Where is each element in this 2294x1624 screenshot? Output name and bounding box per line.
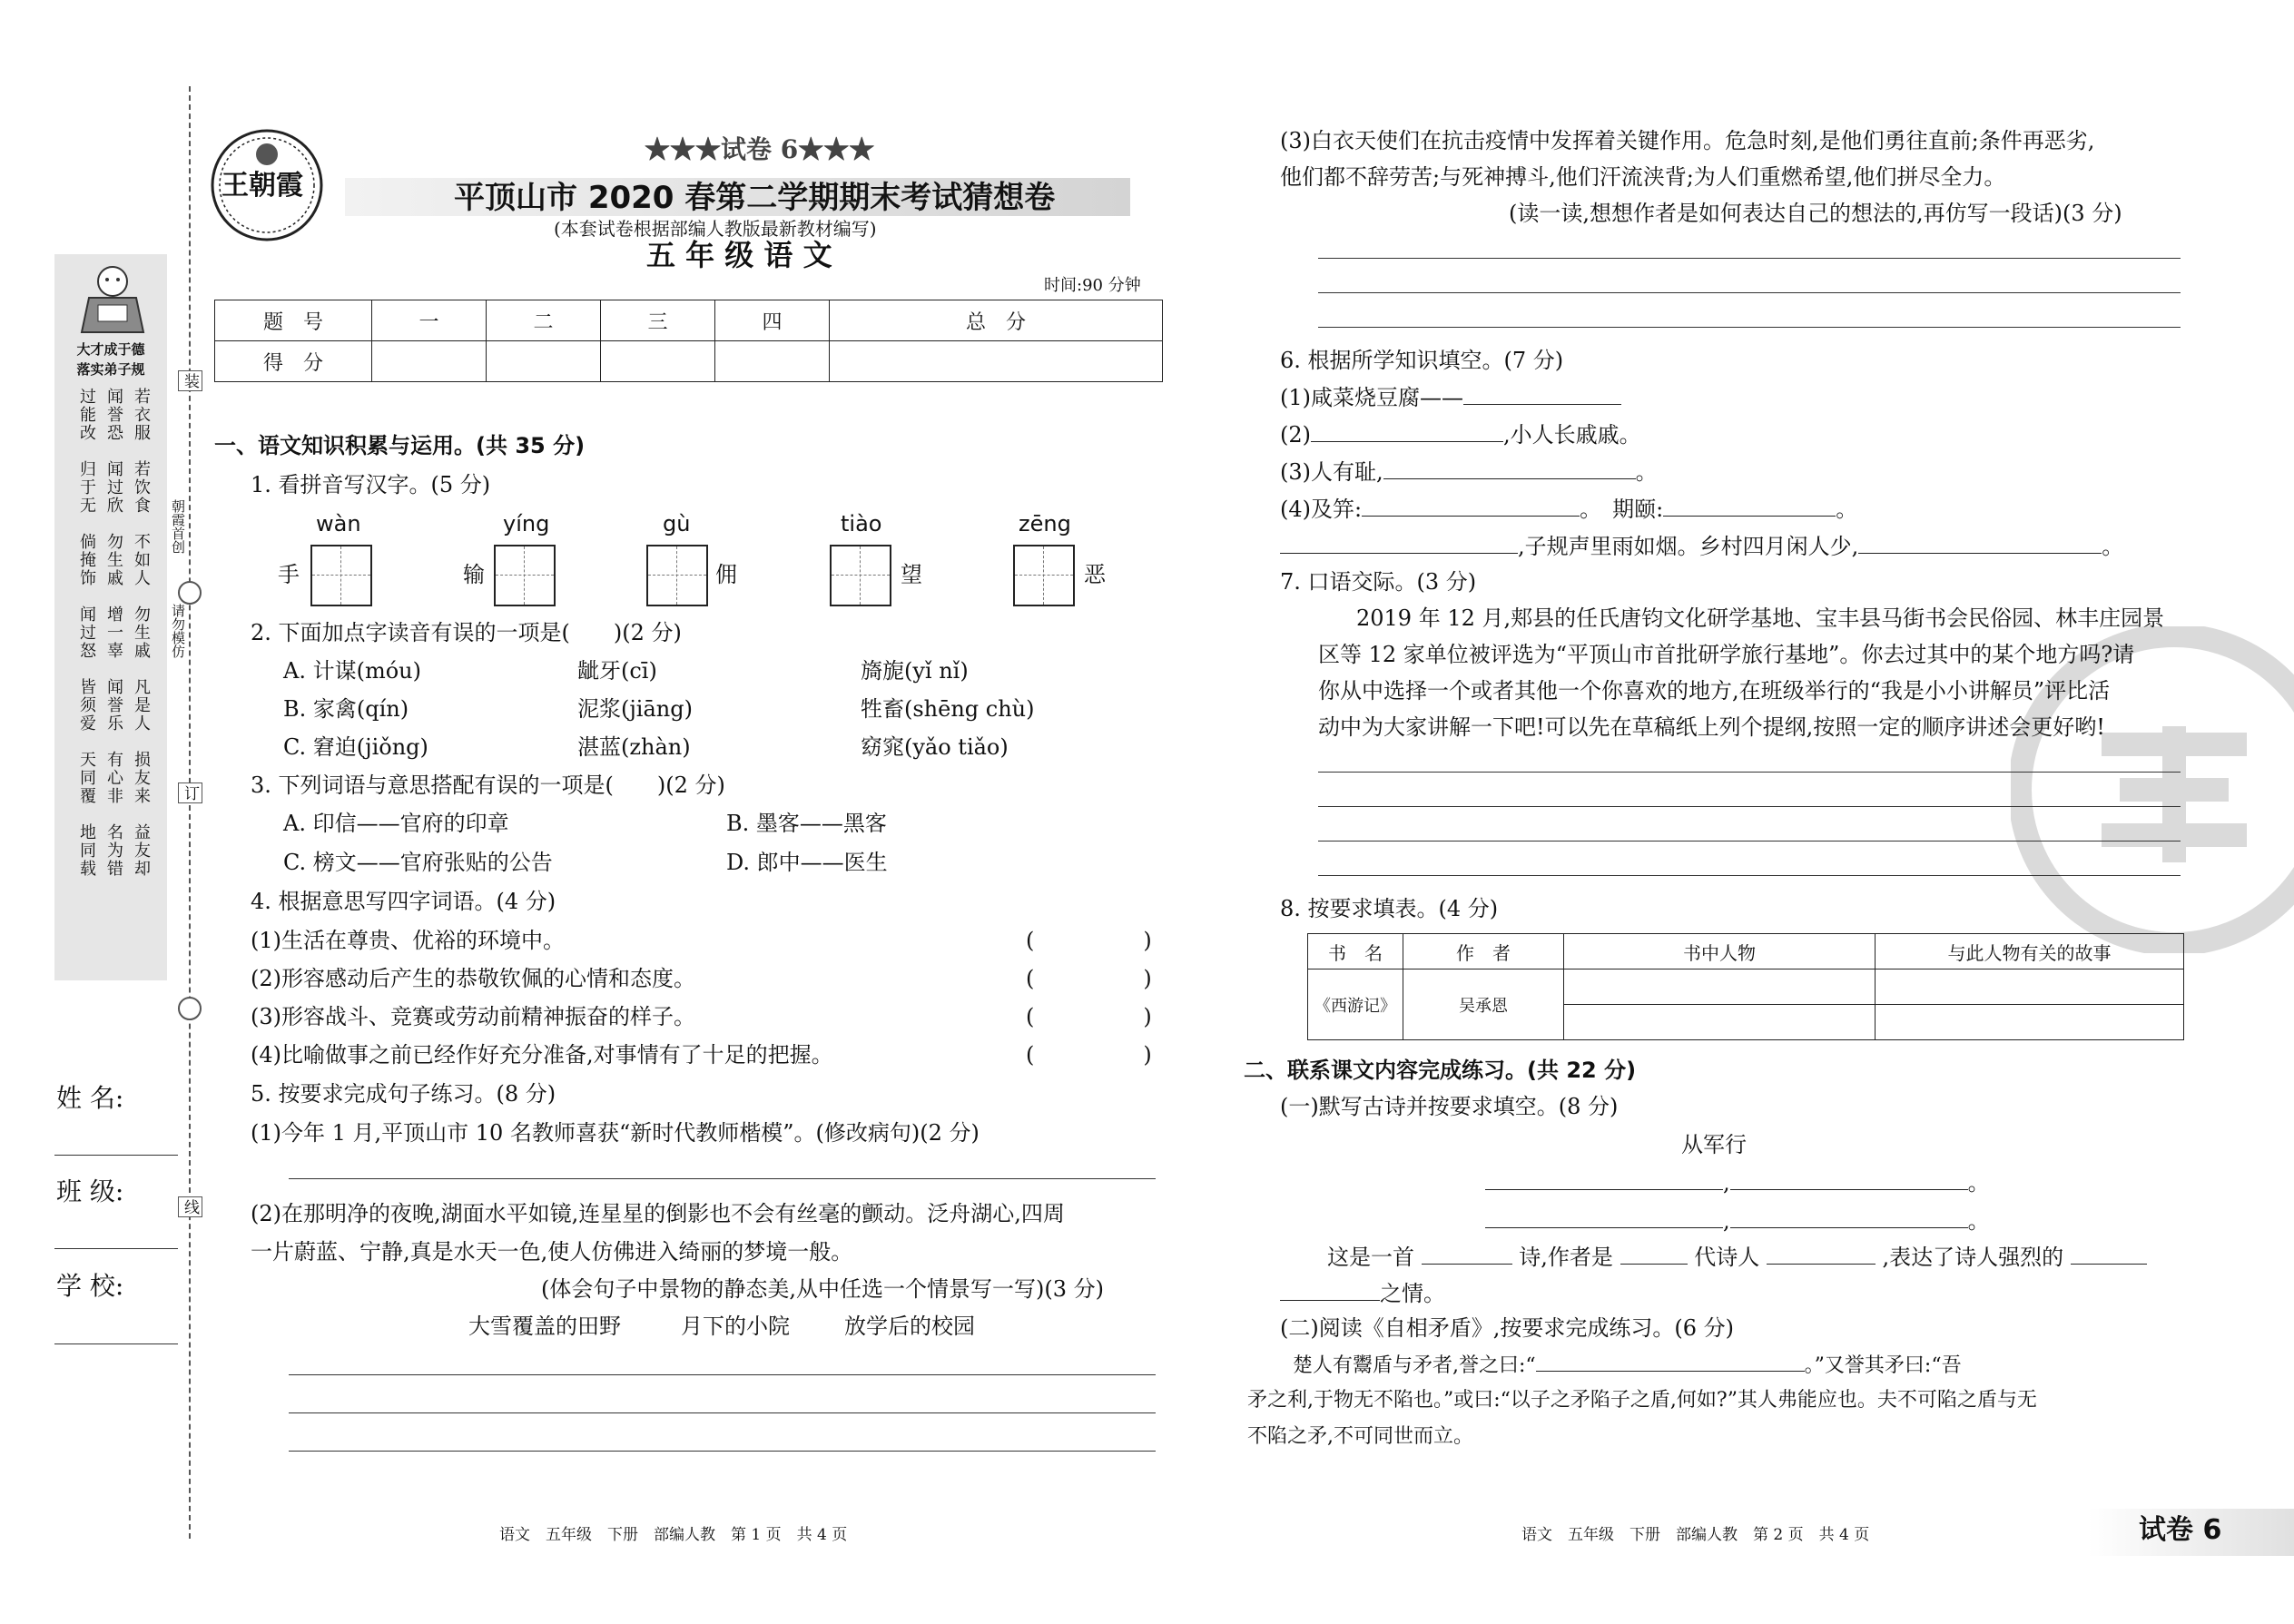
poem-fill-blank[interactable]	[1620, 1244, 1688, 1265]
rule-text: 皆须爱	[77, 678, 96, 733]
hanzi-box[interactable]	[830, 545, 891, 606]
rule-text: 归于无	[77, 460, 96, 515]
q6-text: 。	[1836, 497, 1858, 522]
q7-paragraph: 动中为大家讲解一下吧!可以先在草稿纸上列个提纲,按照一定的顺序讲述会更好哟!	[1318, 714, 2105, 740]
poem-fill-text: 之情。	[1380, 1281, 1445, 1306]
poem-fill-text: 这是一首	[1327, 1245, 1414, 1270]
hanzi-box[interactable]	[646, 545, 708, 606]
answer-line[interactable]	[289, 1374, 1156, 1375]
q6-text: (3)人有耻,	[1280, 459, 1383, 485]
q7-title: 7. 口语交际。(3 分)	[1280, 569, 1477, 595]
answer-line[interactable]	[1318, 258, 2181, 259]
rule-text: 地同载	[77, 823, 96, 878]
classical-text-line	[1293, 1351, 1962, 1380]
book-cell[interactable]	[1564, 969, 1876, 1005]
score-header: 总 分	[830, 300, 1163, 341]
rule-text: 若衣服	[132, 388, 151, 442]
q1-char-after: 恶	[1084, 562, 1106, 587]
footer-right: 语文 五年级 下册 部编人教 第 2 页 共 4 页	[1521, 1526, 1870, 1544]
q5-sentence-3: 他们都不辞劳苦;与死神搏斗,他们汗流浃背;为人们重燃希望,他们拼尽全力。	[1280, 164, 2006, 190]
q2-title: 2. 下面加点字读音有误的一项是( )(2 分)	[251, 620, 682, 645]
brand-logo-text: 王朝霞	[222, 170, 303, 202]
rule-text: 名为错	[104, 823, 123, 878]
poem-blank[interactable]	[1730, 1169, 1968, 1190]
q5-choice: 放学后的校园	[844, 1314, 975, 1339]
rule-text: 倘掩饰	[77, 533, 96, 587]
binding-note-xian: 线	[178, 1196, 202, 1217]
pinyin-label: tiào	[841, 511, 882, 536]
q7-paragraph: 2019 年 12 月,郏县的任氏唐钧文化研学基地、宝丰县马街书会民俗园、林丰庄园景	[1356, 605, 2165, 631]
q3-option[interactable]: C. 榜文——官府张贴的公告	[283, 850, 553, 875]
q1-char-after: 望	[901, 562, 922, 587]
poem-fill-blank[interactable]	[1422, 1244, 1512, 1265]
binding-note-1: 朝霞首创	[170, 499, 186, 554]
poem-fill-line	[1327, 1244, 2147, 1271]
section2-heading: 二、联系课文内容完成练习。(共 22 分)	[1244, 1058, 1637, 1083]
book-cell[interactable]	[1876, 969, 2184, 1005]
q6-text: 。 期颐:	[1580, 497, 1664, 522]
q6-line-3	[1280, 458, 1658, 486]
poem-title: 从军行	[1681, 1132, 1747, 1157]
q5-sentence-2: (2)在那明净的夜晚,湖面水平如镜,连星星的倒影也不会有丝毫的颤动。泛舟湖心,四周	[251, 1201, 1065, 1226]
score-cell[interactable]	[487, 341, 601, 382]
rule-text: 不如人	[132, 533, 151, 587]
s2-part2-title: (二)阅读《自相矛盾》,按要求完成练习。(6 分)	[1280, 1315, 1734, 1341]
grade-subject: 五 年 级 语 文	[646, 238, 832, 272]
q6-blank[interactable]	[1858, 533, 2102, 554]
answer-line[interactable]	[289, 1412, 1156, 1413]
score-header: 一	[372, 300, 487, 341]
q4-item: (2)形容感动后产生的恭敬钦佩的心情和态度。	[251, 966, 695, 991]
poem-punct: 。	[1967, 1208, 1990, 1234]
q4-item: (4)比喻做事之前已经作好充分准备,对事情有了十足的把握。	[251, 1042, 833, 1068]
poem-fill-blank[interactable]	[1767, 1244, 1876, 1265]
classical-text: 不陷之矛,不可同世而立。	[1247, 1425, 1473, 1448]
watermark-seal-icon	[2011, 626, 2294, 953]
hanzi-box[interactable]	[310, 545, 372, 606]
mascot-icon	[71, 261, 154, 338]
poem-punct: 。	[1967, 1170, 1990, 1196]
hanzi-box[interactable]	[1013, 545, 1075, 606]
q1-title: 1. 看拼音写汉字。(5 分)	[251, 472, 491, 497]
q6-text: (4)及笄:	[1280, 497, 1363, 522]
poem-fill-line-2	[1280, 1280, 1445, 1307]
score-cell[interactable]	[601, 341, 715, 382]
q6-blank[interactable]	[1663, 496, 1836, 517]
score-label: 得 分	[215, 341, 372, 382]
q4-item: (3)形容战斗、竞赛或劳动前精神振奋的样子。	[251, 1004, 695, 1029]
rule-text: 过能改	[77, 388, 96, 442]
score-table	[214, 300, 1163, 382]
score-cell[interactable]	[715, 341, 830, 382]
poem-line	[1485, 1207, 1990, 1235]
rule-text: 闻誉恐	[104, 388, 123, 442]
q2-option[interactable]: B. 家禽(qín)	[283, 696, 409, 722]
score-cell[interactable]	[372, 341, 487, 382]
q3-option[interactable]: A. 印信——官府的印章	[283, 811, 509, 836]
classical-blank[interactable]	[1536, 1351, 1805, 1372]
q5-sentence-3: (3)白衣天使们在抗击疫情中发挥着关键作用。危急时刻,是他们勇往直前;条件再恶劣,	[1280, 128, 2095, 153]
rule-text: 闻过欣	[104, 460, 123, 515]
q5-choice: 月下的小院	[681, 1314, 790, 1339]
poem-fill-blank[interactable]	[2071, 1244, 2147, 1265]
answer-line[interactable]	[1318, 875, 2181, 876]
q5-instruction: (体会句子中景物的静态美,从中任选一个情景写一写)(3 分)	[541, 1276, 1104, 1302]
binding-note-zhuang: 装	[178, 370, 202, 391]
poem-blank[interactable]	[1730, 1207, 1968, 1228]
s2-part1-title: (一)默写古诗并按要求填空。(8 分)	[1280, 1094, 1619, 1119]
classical-text: 楚人有鬻盾与矛者,誉之曰:“	[1293, 1354, 1536, 1377]
book-name: 《西游记》	[1308, 969, 1403, 1040]
q4-item: (1)生活在尊贵、优裕的环境中。	[251, 928, 565, 953]
book-cell[interactable]	[1564, 1005, 1876, 1040]
answer-line[interactable]	[289, 1451, 1156, 1452]
q6-text: ,子规声里雨如烟。乡村四月闲人少,	[1518, 534, 1859, 559]
score-header: 四	[715, 300, 830, 341]
q7-paragraph: 区等 12 家单位被评选为“平顶山市首批研学旅行基地”。你去过其中的某个地方吗?请	[1318, 642, 2135, 667]
q5-title: 5. 按要求完成句子练习。(8 分)	[251, 1081, 556, 1107]
sidebar-rules	[69, 386, 160, 967]
q3-title: 3. 下列词语与意思搭配有误的一项是( )(2 分)	[251, 773, 725, 798]
q8-title: 8. 按要求填表。(4 分)	[1280, 896, 1499, 921]
q4-answer[interactable]: ( )	[1026, 1004, 1152, 1029]
rule-text: 闻过怒	[77, 605, 96, 660]
score-header: 三	[601, 300, 715, 341]
footer-left: 语文 五年级 下册 部编人教 第 1 页 共 4 页	[499, 1526, 848, 1544]
q2-option[interactable]: C. 窘迫(jiǒng)	[283, 734, 428, 760]
pinyin-label: yíng	[503, 511, 550, 536]
q4-answer[interactable]: ( )	[1026, 1042, 1152, 1068]
rule-text: 勿生戚	[132, 605, 151, 660]
q5-instruction: (读一读,想想作者是如何表达自己的想法的,再仿写一段话)(3 分)	[1509, 201, 2122, 226]
q4-answer[interactable]: ( )	[1026, 966, 1152, 991]
q6-blank[interactable]	[1362, 496, 1580, 517]
exam-title: 平顶山市 2020 春第二学期期末考试猜想卷	[454, 180, 1056, 216]
q6-text: 。	[2102, 534, 2124, 559]
q6-line-4	[1280, 496, 1857, 523]
poem-fill-blank[interactable]	[1280, 1280, 1380, 1301]
q6-blank[interactable]	[1383, 458, 1636, 479]
book-author: 吴承恩	[1403, 969, 1564, 1040]
rule-text: 天同覆	[77, 751, 96, 805]
q5-sentence-2: 一片蔚蓝、宁静,真是水天一色,使人仿佛进入绮丽的梦境一般。	[251, 1239, 853, 1265]
binding-note-ding: 订	[178, 782, 202, 803]
binding-dotted-line	[189, 86, 191, 1539]
binding-hole-icon	[178, 997, 202, 1020]
q2-option: 旖旎(yǐ nǐ)	[861, 658, 969, 684]
q3-option[interactable]: B. 墨客——黑客	[726, 811, 887, 836]
answer-line[interactable]	[1318, 772, 2181, 773]
class-label: 班 级:	[56, 1176, 124, 1206]
poem-punct: ,	[1723, 1170, 1730, 1196]
class-field[interactable]	[54, 1248, 178, 1249]
q4-title: 4. 根据意思写四字词语。(4 分)	[251, 889, 556, 914]
school-label: 学 校:	[56, 1271, 124, 1301]
q1-char-after: 佣	[715, 562, 737, 587]
q1-char-before: 输	[463, 562, 485, 587]
book-table-header: 书中人物	[1564, 934, 1876, 969]
rule-text: 凡是人	[132, 678, 151, 733]
rule-text: 损友来	[132, 751, 151, 805]
poem-fill-text: 代诗人	[1694, 1245, 1760, 1270]
section1-heading: 一、语文知识积累与运用。(共 35 分)	[214, 433, 586, 458]
poem-line	[1485, 1169, 1990, 1196]
rule-text: 益友却	[132, 823, 151, 878]
binding-note-2: 请勿模仿	[170, 604, 186, 658]
sidebar-motto-1: 大才成于德	[76, 341, 145, 358]
book-cell[interactable]	[1876, 1005, 2184, 1040]
q1-char-before: 手	[278, 562, 300, 587]
q6-blank[interactable]	[1280, 533, 1518, 554]
pinyin-label: wàn	[316, 511, 361, 536]
q6-text: ,小人长戚戚。	[1503, 422, 1641, 448]
q2-option: 湛蓝(zhàn)	[577, 734, 691, 760]
score-header: 题 号	[215, 300, 372, 341]
q6-text: (1)咸菜烧豆腐——	[1280, 385, 1463, 410]
rule-text: 增一辜	[104, 605, 123, 660]
rule-text: 若饮食	[132, 460, 151, 515]
q5-sentence-1: (1)今年 1 月,平顶山市 10 名教师喜获“新时代教师楷模”。(修改病句)(2 分)	[251, 1120, 980, 1146]
q2-option: 牲畜(shēng chù)	[861, 696, 1035, 722]
book-table-header: 书 名	[1308, 934, 1403, 969]
q6-text: 。	[1635, 459, 1658, 485]
q3-option[interactable]: D. 郎中——医生	[726, 850, 888, 875]
q6-text: (2)	[1280, 422, 1311, 448]
q6-blank[interactable]	[1311, 421, 1503, 442]
classical-text: 。”又誉其矛曰:“吾	[1804, 1354, 1962, 1377]
answer-line[interactable]	[1318, 327, 2181, 328]
score-cell[interactable]	[830, 341, 1163, 382]
pinyin-label: zēng	[1019, 511, 1071, 536]
name-field[interactable]	[54, 1155, 178, 1156]
book-table-header: 与此人物有关的故事	[1876, 934, 2184, 969]
book-table-header: 作 者	[1403, 934, 1564, 969]
q6-line-1	[1280, 384, 1621, 411]
rule-text: 勿生戚	[104, 533, 123, 587]
paper-number: ★★★试卷 6★★★	[645, 134, 875, 164]
q4-answer[interactable]: ( )	[1026, 928, 1152, 953]
poem-fill-text: ,表达了诗人强烈的	[1882, 1245, 2064, 1270]
book-table	[1307, 933, 2184, 1040]
answer-line[interactable]	[289, 1178, 1156, 1179]
poem-fill-text: 诗,作者是	[1519, 1245, 1613, 1270]
answer-line[interactable]	[1318, 841, 2181, 842]
q6-line-5	[1280, 533, 2123, 560]
sidebar-motto-2: 落实弟子规	[76, 361, 145, 378]
rule-text: 有心非	[104, 751, 123, 805]
hanzi-box[interactable]	[494, 545, 556, 606]
poem-blank[interactable]	[1485, 1169, 1723, 1190]
poem-punct: ,	[1723, 1208, 1730, 1234]
classical-text: 矛之利,于物无不陷也。”或曰:“以子之矛陷子之盾,何如?”其人弗能应也。夫不可陷之盾与无	[1247, 1389, 2037, 1412]
exam-subtitle: (本套试卷根据部编人教版最新教材编写)	[554, 218, 877, 240]
q6-title: 6. 根据所学知识填空。(7 分)	[1280, 348, 1564, 373]
q6-blank[interactable]	[1463, 384, 1621, 405]
score-header: 二	[487, 300, 601, 341]
answer-line[interactable]	[1318, 292, 2181, 293]
footer-tag: 试卷 6	[2139, 1514, 2222, 1546]
q6-line-2	[1280, 421, 1641, 448]
school-field[interactable]	[54, 1343, 178, 1344]
answer-line[interactable]	[1318, 806, 2181, 807]
q5-choice: 大雪覆盖的田野	[468, 1314, 621, 1339]
pinyin-label: gù	[663, 511, 691, 536]
q2-option: 窈窕(yǎo tiǎo)	[861, 734, 1009, 760]
binding-hole-icon	[178, 581, 202, 605]
poem-blank[interactable]	[1485, 1207, 1723, 1228]
q7-paragraph: 你从中选择一个或者其他一个你喜欢的地方,在班级举行的“我是小小讲解员”评比活	[1318, 678, 2111, 704]
name-label: 姓 名:	[56, 1083, 124, 1113]
exam-time: 时间:90 分钟	[1044, 276, 1141, 295]
rule-text: 闻誉乐	[104, 678, 123, 733]
q2-option: 泥浆(jiāng)	[577, 696, 693, 722]
q2-option: 龇牙(cī)	[577, 658, 657, 684]
q2-option[interactable]: A. 计谋(móu)	[283, 658, 421, 684]
